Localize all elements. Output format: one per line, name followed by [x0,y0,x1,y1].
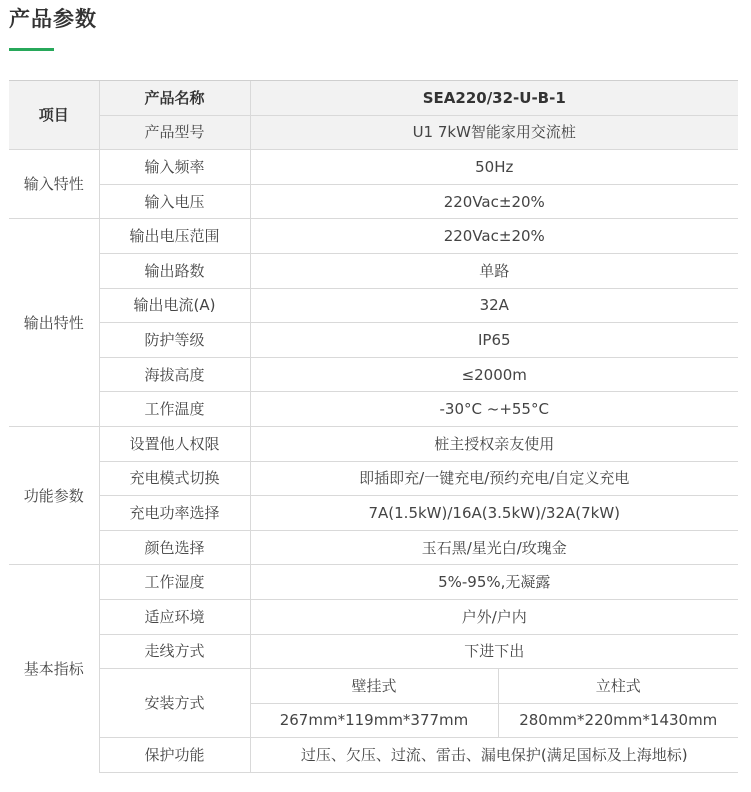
table-row [9,150,738,185]
row-value: 下进下出 [250,634,738,669]
table-row [9,565,738,600]
install-size-wall: 267mm*119mm*377mm [250,703,498,738]
row-value: 5%-95%,无凝露 [250,565,738,600]
row-value: -30°C ~+55°C [250,392,738,427]
row-label: 工作温度 [99,392,250,427]
row-label: 输入电压 [99,184,250,219]
row-value: 50Hz [250,150,738,185]
install-type-wall: 壁挂式 [250,669,498,704]
table-row [9,392,738,427]
group-output: 输出特性 [9,219,99,427]
header-item-label: 项目 [9,81,99,150]
row-value: ≤2000m [250,357,738,392]
row-label: 充电功率选择 [99,496,250,531]
row-label: 输出电流(A) [99,288,250,323]
spec-table [9,80,738,773]
row-label: 海拔高度 [99,357,250,392]
title-underline [9,48,54,51]
row-label: 工作湿度 [99,565,250,600]
table-row [9,357,738,392]
table-row [9,530,738,565]
table-row [9,115,738,150]
table-row [9,81,738,116]
table-row [9,184,738,219]
row-value: 32A [250,288,738,323]
table-row [9,323,738,358]
row-value: 7A(1.5kW)/16A(3.5kW)/32A(7kW) [250,496,738,531]
group-input: 输入特性 [9,150,99,219]
page-title: 产品参数 [9,7,97,31]
product-name-value: SEA220/32-U-B-1 [250,81,738,116]
group-function: 功能参数 [9,426,99,564]
row-value: 220Vac±20% [250,219,738,254]
row-label: 走线方式 [99,634,250,669]
row-value: 220Vac±20% [250,184,738,219]
row-label: 防护等级 [99,323,250,358]
table-row [9,669,738,704]
row-label: 输入频率 [99,150,250,185]
table-row [9,461,738,496]
row-label: 设置他人权限 [99,426,250,461]
product-model-value: U1 7kW智能家用交流桩 [250,115,738,150]
install-type-pole: 立柱式 [498,669,738,704]
row-label: 安装方式 [99,669,250,738]
product-name-label: 产品名称 [99,81,250,116]
row-value: 桩主授权亲友使用 [250,426,738,461]
table-row [9,738,738,773]
row-value: 即插即充/一键充电/预约充电/自定义充电 [250,461,738,496]
row-value: 玉石黑/星光白/玫瑰金 [250,530,738,565]
row-value: IP65 [250,323,738,358]
row-label: 颜色选择 [99,530,250,565]
table-row [9,496,738,531]
row-value: 过压、欠压、过流、雷击、漏电保护(满足国标及上海地标) [250,738,738,773]
table-row [9,253,738,288]
row-label: 输出电压范围 [99,219,250,254]
row-value: 户外/户内 [250,599,738,634]
table-row [9,219,738,254]
table-row [9,288,738,323]
table-row [9,426,738,461]
install-size-pole: 280mm*220mm*1430mm [498,703,738,738]
row-label: 输出路数 [99,253,250,288]
row-value: 单路 [250,253,738,288]
row-label: 保护功能 [99,738,250,773]
row-label: 充电模式切换 [99,461,250,496]
product-model-label: 产品型号 [99,115,250,150]
table-row [9,599,738,634]
row-label: 适应环境 [99,599,250,634]
table-row [9,634,738,669]
group-basic: 基本指标 [9,565,99,773]
